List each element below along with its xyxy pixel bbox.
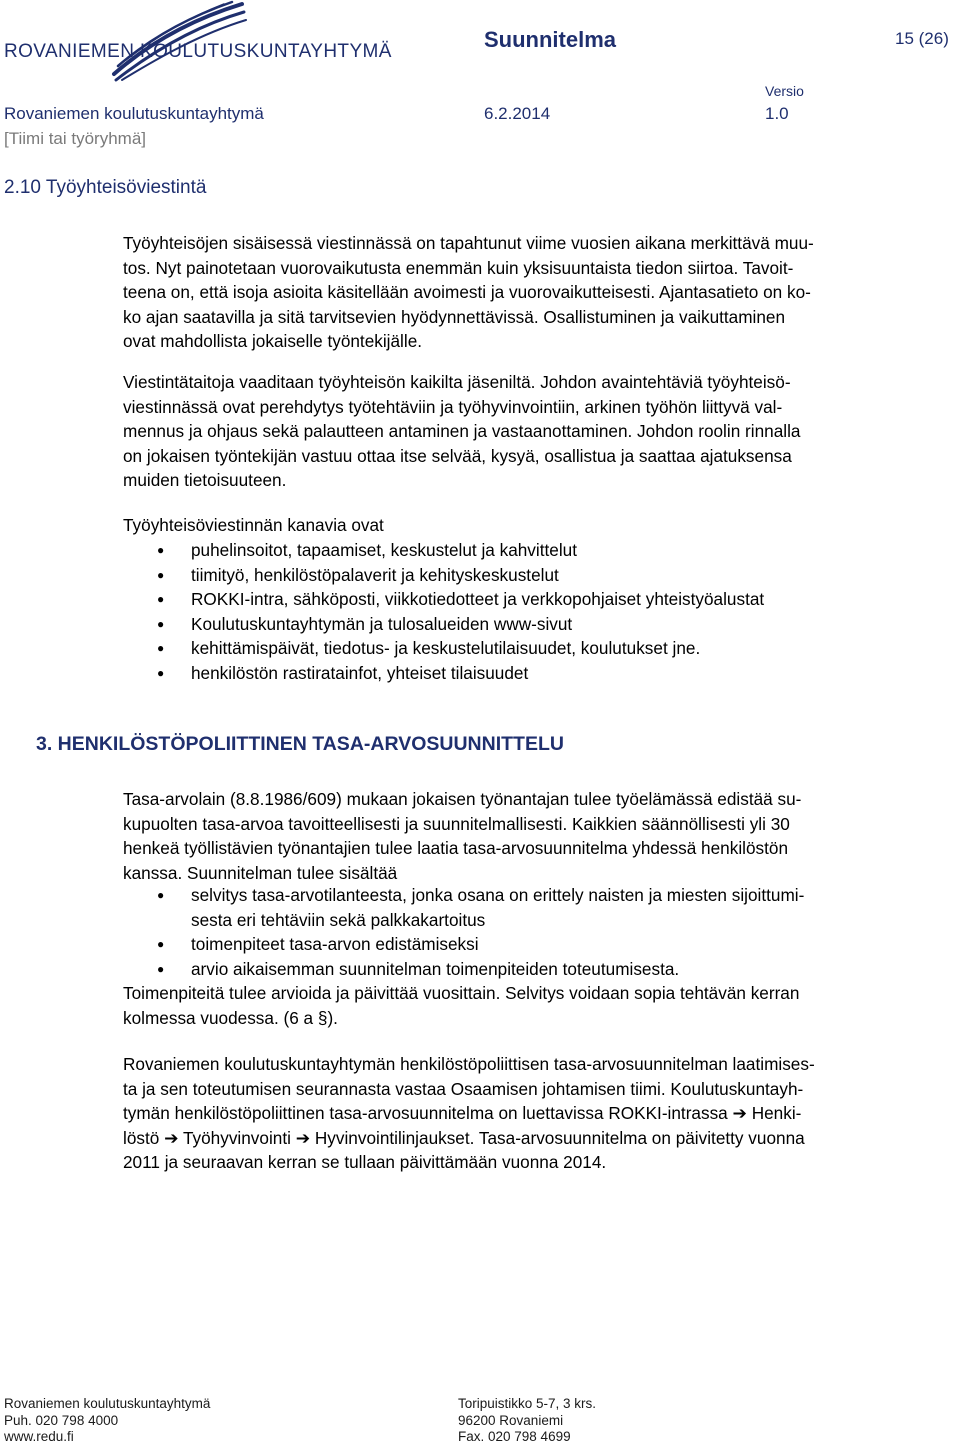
document-type: Suunnitelma — [484, 27, 617, 52]
paragraph-line: Työyhteisöviestinnän kanavia ovat — [123, 515, 384, 535]
paragraph-line: muiden tietoisuuteen. — [123, 470, 287, 490]
list-item — [125, 932, 804, 957]
footer-fax: Fax. 020 798 4699 — [458, 1429, 571, 1444]
paragraph-line: Tasa-arvolain (8.8.1986/609) mukaan jokaisen työnantajan tulee työelämässä edistää su- — [123, 789, 802, 809]
list-item: ● puhelinsoitot, tapaamiset, keskustelut ja kahvittelut — [125, 538, 764, 563]
list-item-line: sesta eri tehtäviin sekä palkkakartoitus — [191, 909, 486, 930]
list-item: ● ROKKI-intra, sähköposti, viikkotiedotteet ja verkkopohjaiset yhteistyöalustat — [125, 587, 764, 612]
paragraph-line: Työyhteisöjen sisäisessä viestinnässä on tapahtunut viime vuosien aikana merkittävä muu- — [123, 233, 814, 253]
paragraph-line: Rovaniemen koulutuskuntayhtymän henkilöstöpoliittisen tasa-arvosuunnitelman laatimises- — [123, 1054, 815, 1074]
paragraph-line: ko ajan saatavilla ja sitä tarvitsevien hyödynnettävissä. Osallistuminen ja vaikuttaminen — [123, 306, 786, 327]
version-label: Versio — [765, 83, 804, 99]
text-segment: Henki- — [751, 1103, 802, 1123]
channels-intro — [123, 513, 384, 538]
footer-phone: Puh. 020 798 4000 — [4, 1412, 119, 1428]
list-item — [125, 883, 804, 932]
list-item-line: ● arvio aikaisemman suunnitelman toimenpiteiden toteutumisesta. — [191, 958, 680, 979]
document-date: 6.2.2014 — [484, 104, 551, 123]
text-segment: Hyvinvointilinjaukset. Tasa-arvosuunnitelma on päivitetty vuonna — [314, 1127, 805, 1148]
paragraph-line — [123, 1126, 815, 1151]
paragraph-line: kupuolten tasa-arvoa tavoitteellisesti ja suunnitelmallisesti. Kaikkien säännöllisesti yli 30 — [123, 813, 790, 834]
footer-left — [4, 1396, 210, 1446]
paragraph — [123, 231, 814, 354]
page-number: 15 (26) — [895, 29, 949, 48]
arrow-right-icon: ➔ — [732, 1103, 747, 1123]
list-item: ● tiimityö, henkilöstöpalaverit ja kehityskeskustelut — [125, 563, 764, 588]
text-segment: tymän henkilöstöpoliittinen tasa-arvosuunnitelma on luettavissa ROKKI-intrassa — [123, 1103, 728, 1123]
requirements-list — [125, 883, 804, 981]
paragraph-line: 2011 ja seuraavan kerran se tullaan päivittämään vuonna 2014. — [123, 1152, 607, 1172]
footer-postal: 96200 Rovaniemi — [458, 1412, 564, 1428]
footer-org: Rovaniemen koulutuskuntayhtymä — [4, 1396, 211, 1411]
paragraph — [123, 370, 800, 493]
paragraph-line: teena on, että isoja asioita käsitellään avoimesti ja vuorovaikutteisesti. Ajantasatieto on ko- — [123, 282, 811, 302]
list-item: ● henkilöstön rastiratainfot, yhteiset tilaisuudet — [125, 661, 764, 686]
paragraph-line: henkeä työllistävien työnantajien tulee laatia tasa-arvosuunnitelma yhdessä henkilöstön — [123, 838, 789, 858]
chapter-heading: 3. HENKILÖSTÖPOLIITTINEN TASA-ARVOSUUNNITTELU — [36, 733, 564, 755]
paragraph-line — [123, 1101, 815, 1126]
list-item-line: ● toimenpiteet tasa-arvon edistämiseksi — [191, 934, 479, 954]
list-item — [125, 957, 804, 982]
footer-web: www.redu.fi — [4, 1429, 74, 1444]
paragraph-line: ta ja sen toteutumisen seurannasta vastaa Osaamisen johtamisen tiimi. Koulutuskuntayh- — [123, 1078, 804, 1099]
list-item: ● kehittämispäivät, tiedotus- ja keskustelutilaisuudet, koulutukset jne. — [125, 636, 764, 661]
paragraph-line: tos. Nyt painotetaan vuorovaikutusta enemmän kuin yksisuuntaista tiedon siirtoa. Tavoit- — [123, 257, 794, 278]
paragraph-line: Viestintätaitoja vaaditaan työyhteisön kaikilta jäseniltä. Johdon avaintehtäviä työyhteisö- — [123, 372, 791, 392]
channel-list — [125, 538, 764, 685]
organization-name: Rovaniemen koulutuskuntayhtymä — [4, 104, 264, 123]
text-segment: Työhyvinvointi — [182, 1127, 291, 1148]
paragraph-line: kolmessa vuodessa. (6 a §). — [123, 1007, 338, 1028]
list-item-line: ● selvitys tasa-arvotilanteesta, jonka osana on erittely naisten ja miesten sijoittumi- — [191, 885, 805, 905]
text-segment: löstö — [123, 1127, 160, 1148]
paragraph — [123, 981, 799, 1030]
version-number: 1.0 — [765, 104, 789, 123]
paragraph — [123, 787, 801, 885]
paragraph-line: Toimenpiteitä tulee arvioida ja päivittää vuosittain. Selvitys voidaan sopia tehtävän kerran — [123, 983, 800, 1003]
arrow-right-icon: ➔ — [164, 1127, 179, 1148]
header — [0, 0, 960, 150]
logo-text: ROVANIEMEN KOULUTUSKUNTAYHTYMÄ — [4, 41, 392, 62]
arrow-right-icon: ➔ — [295, 1127, 311, 1148]
team-placeholder: [Tiimi tai työryhmä] — [4, 129, 147, 148]
paragraph-line: on jokaisen työntekijän vastuu ottaa itse selvää, kysyä, osallistua ja saattaa ajatuksensa — [123, 445, 792, 466]
footer-street: Toripuistikko 5-7, 3 krs. — [458, 1396, 597, 1411]
paragraph — [123, 1052, 815, 1175]
paragraph-line: kanssa. Suunnitelman tulee sisältää — [123, 862, 398, 883]
list-item: ● Koulutuskuntayhtymän ja tulosalueiden www-sivut — [125, 612, 764, 637]
paragraph-line: mennus ja ohjaus sekä palautteen antaminen ja vastaanottaminen. Johdon roolin rinnalla — [123, 421, 801, 441]
paragraph-line: viestinnässä ovat perehdytys työtehtäviin ja työhyvinvointiin, arkinen työhön liittyvä val- — [123, 396, 783, 417]
paragraph-line: ovat mahdollista jokaiselle työntekijälle. — [123, 331, 423, 351]
section-heading: 2.10 Työyhteisöviestintä — [4, 177, 207, 198]
footer-right — [458, 1396, 596, 1446]
